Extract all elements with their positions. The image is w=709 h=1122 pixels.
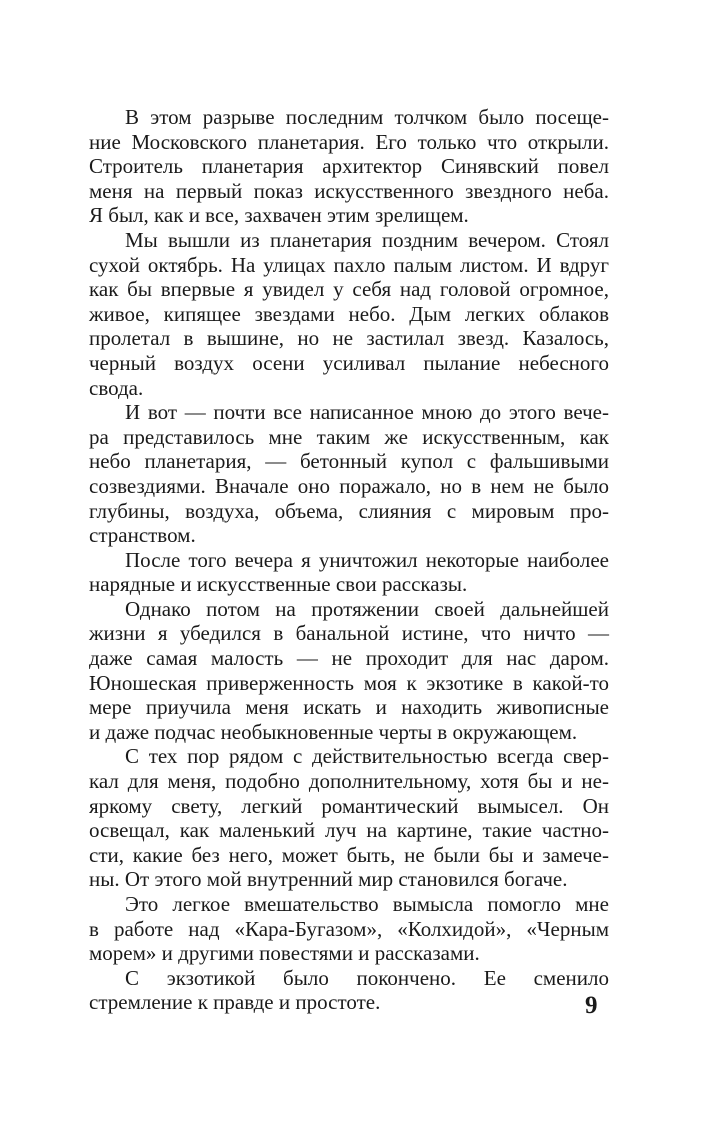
text-line: Это легкое вмешательство вымысла помогло мне (125, 892, 609, 916)
page-body (89, 105, 609, 1015)
text-line: ра представилось мне таким же искусственным, как (89, 424, 609, 449)
text-line: живое, кипящее звездами небо. Дым легких облаков (89, 301, 609, 326)
text-line: меня на первый показ искусственного звездного неба. (89, 178, 609, 203)
text-line: В этом разрыве последним толчком было посеще- (125, 105, 609, 129)
text-line: и даже подчас необыкновенные черты в окружающем. (89, 719, 578, 744)
text-line: созвездиями. Вначале оно поражало, но в нем не было (89, 473, 609, 498)
text-line: Строитель планетария архитектор Синявский повел (89, 154, 609, 179)
text-line: ны. От этого мой внутренний мир становился богаче. (89, 867, 568, 892)
text-line: Я был, как и все, захвачен этим зрелищем. (89, 203, 469, 228)
text-line: жизни я убедился в банальной истине, что ничто — (89, 621, 609, 646)
text-line: странством. (89, 523, 196, 548)
text-line: сухой октябрь. На улицах пахло палым листом. И вдруг (89, 252, 609, 277)
text-line: нарядные и искусственные свои рассказы. (89, 572, 468, 597)
text-line: глубины, воздуха, объема, слияния с мировым про- (89, 498, 609, 523)
paragraph (89, 548, 609, 597)
text-line: Юношеская приверженность моя к экзотике в какой-то (89, 670, 609, 695)
text-line: После того вечера я уничтожил некоторые наиболее (125, 547, 609, 572)
text-line: кал для меня, подобно дополнительному, хотя бы и не- (89, 769, 609, 794)
paragraph (89, 744, 609, 892)
text-line: освещал, как маленький луч на картине, такие частно- (89, 818, 609, 843)
text-line: пролетал в вышине, но не застилал звезд. Казалось, (89, 326, 609, 351)
paragraph (89, 105, 609, 228)
text-line: Мы вышли из планетария поздним вечером. Стоял (125, 227, 609, 252)
text-line: С экзотикой было покончено. Ее сменило (125, 965, 609, 990)
text-line: даже самая малость — не проходит для нас даром. (89, 646, 609, 671)
text-line: И вот — почти все написанное мною до этого вече- (125, 400, 609, 425)
text-line: мере приучила меня искать и находить живописные (89, 695, 609, 720)
text-line: Однако потом на протяжении своей дальнейшей (125, 596, 609, 621)
paragraph (89, 597, 609, 745)
text-line: морем» и другими повестями и рассказами. (89, 941, 480, 966)
text-line: стремление к правде и простоте. (89, 990, 381, 1015)
page-number: 9 (585, 992, 598, 1019)
text-line: черный воздух осени усиливал пылание небесного (89, 350, 609, 375)
paragraph (89, 400, 609, 548)
paragraph (89, 228, 609, 400)
text-line: сти, какие без него, может быть, не были бы и замече- (89, 842, 609, 867)
text-line: свода. (89, 375, 144, 400)
text-line: как бы впервые я увидел у себя над головой огромное, (89, 277, 609, 302)
text-line: С тех пор рядом с действительностью всегда свер- (125, 744, 609, 769)
text-line: яркому свету, легкий романтический вымысел. Он (89, 793, 609, 818)
text-line: ние Московского планетария. Его только что открыли. (89, 129, 609, 154)
text-line: в работе над «Кара-Бугазом», «Колхидой», «Черным (89, 916, 609, 941)
paragraph (89, 966, 609, 1015)
text-line: небо планетария, — бетонный купол с фальшивыми (89, 449, 609, 474)
paragraph (89, 892, 609, 966)
